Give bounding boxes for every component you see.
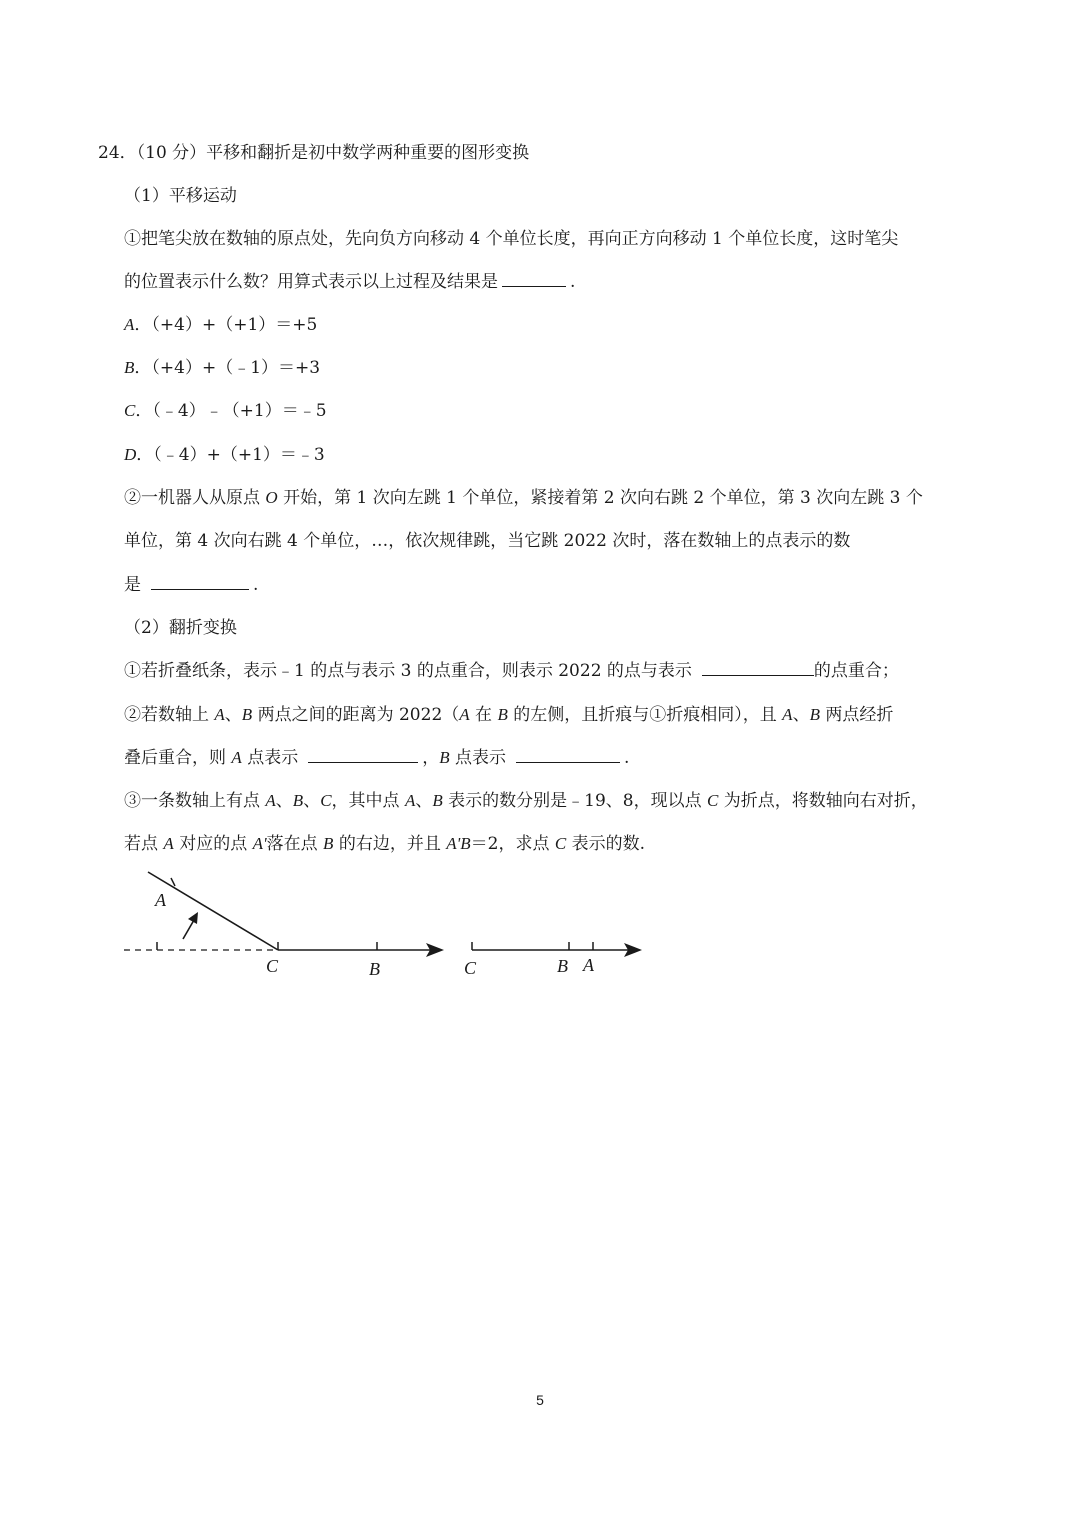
question-number: 24． <box>98 143 137 163</box>
part2-q2-line1: ②若数轴上 A、B 两点之间的距离为 2022（A 在 B 的左侧，且折痕与①折痕相同），且 A、B 两点经折 <box>124 705 894 725</box>
part1-q1-line1: ①把笔尖放在数轴的原点处，先向负方向移动 4 个单位长度，再向正方向移动 1 个单位长度，这时笔尖 <box>124 229 899 249</box>
option-d: D．（﹣4）+（+1）＝﹣3 <box>124 445 325 465</box>
label-b-left: B <box>369 959 380 979</box>
part1-title: （1）平移运动 <box>124 186 237 206</box>
part1-q2-line3: 是 . <box>124 575 259 595</box>
folded-segment <box>148 872 278 950</box>
page-number: 5 <box>536 1392 544 1408</box>
option-a: A．（+4）+（+1）＝+5 <box>124 315 318 335</box>
answer-blank-4[interactable] <box>308 747 418 763</box>
part2-q2-line2: 叠后重合，则 A 点表示 ，B 点表示 . <box>124 748 630 768</box>
label-c-right: C <box>464 958 477 978</box>
part2-q1: ①若折叠纸条，表示﹣1 的点与表示 3 的点重合，则表示 2022 的点与表示 的点重合； <box>124 661 899 681</box>
part2-q3-line1: ③一条数轴上有点 A、B、C，其中点 A、B 表示的数分别是﹣19、8，现以点 C 为折点，将数轴向右对折， <box>124 791 928 811</box>
part1-q1-line2: 的位置表示什么数？用算式表示以上过程及结果是 . <box>124 272 576 292</box>
fold-direction-arrow <box>183 920 194 939</box>
question-24-heading <box>98 142 529 164</box>
part2-title: （2）翻折变换 <box>124 618 237 638</box>
label-c-left: C <box>266 956 279 976</box>
answer-blank-2[interactable] <box>151 574 249 590</box>
number-line-fold-figure <box>118 866 658 986</box>
part2-q3-line2: 若点 A 对应的点 A'落在点 B 的右边，并且 A'B＝2，求点 C 表示的数. <box>124 834 646 854</box>
part1-q2-line2: 单位，第 4 次向右跳 4 个单位，…，依次规律跳，当它跳 2022 次时，落在数轴上的点表示的数 <box>124 531 851 551</box>
part1-q2-line1: ②一机器人从原点 O 开始，第 1 次向左跳 1 个单位，紧接着第 2 次向右跳 2 个单位，第 3 次向左跳 3 个 <box>124 488 923 508</box>
option-c: C．（﹣4）﹣（+1）＝﹣5 <box>124 401 327 421</box>
label-a-right: A <box>583 955 594 975</box>
option-b: B．（+4）+（﹣1）＝+3 <box>124 358 321 378</box>
answer-blank-1[interactable] <box>502 271 566 287</box>
answer-blank-3[interactable] <box>702 660 814 676</box>
answer-blank-5[interactable] <box>516 747 620 763</box>
question-title: （10 分）平移和翻折是初中数学两种重要的图形变换 <box>136 143 530 163</box>
folded-a-tick <box>171 878 175 886</box>
label-b-right: B <box>557 956 568 976</box>
label-a-folded: A <box>155 890 166 910</box>
